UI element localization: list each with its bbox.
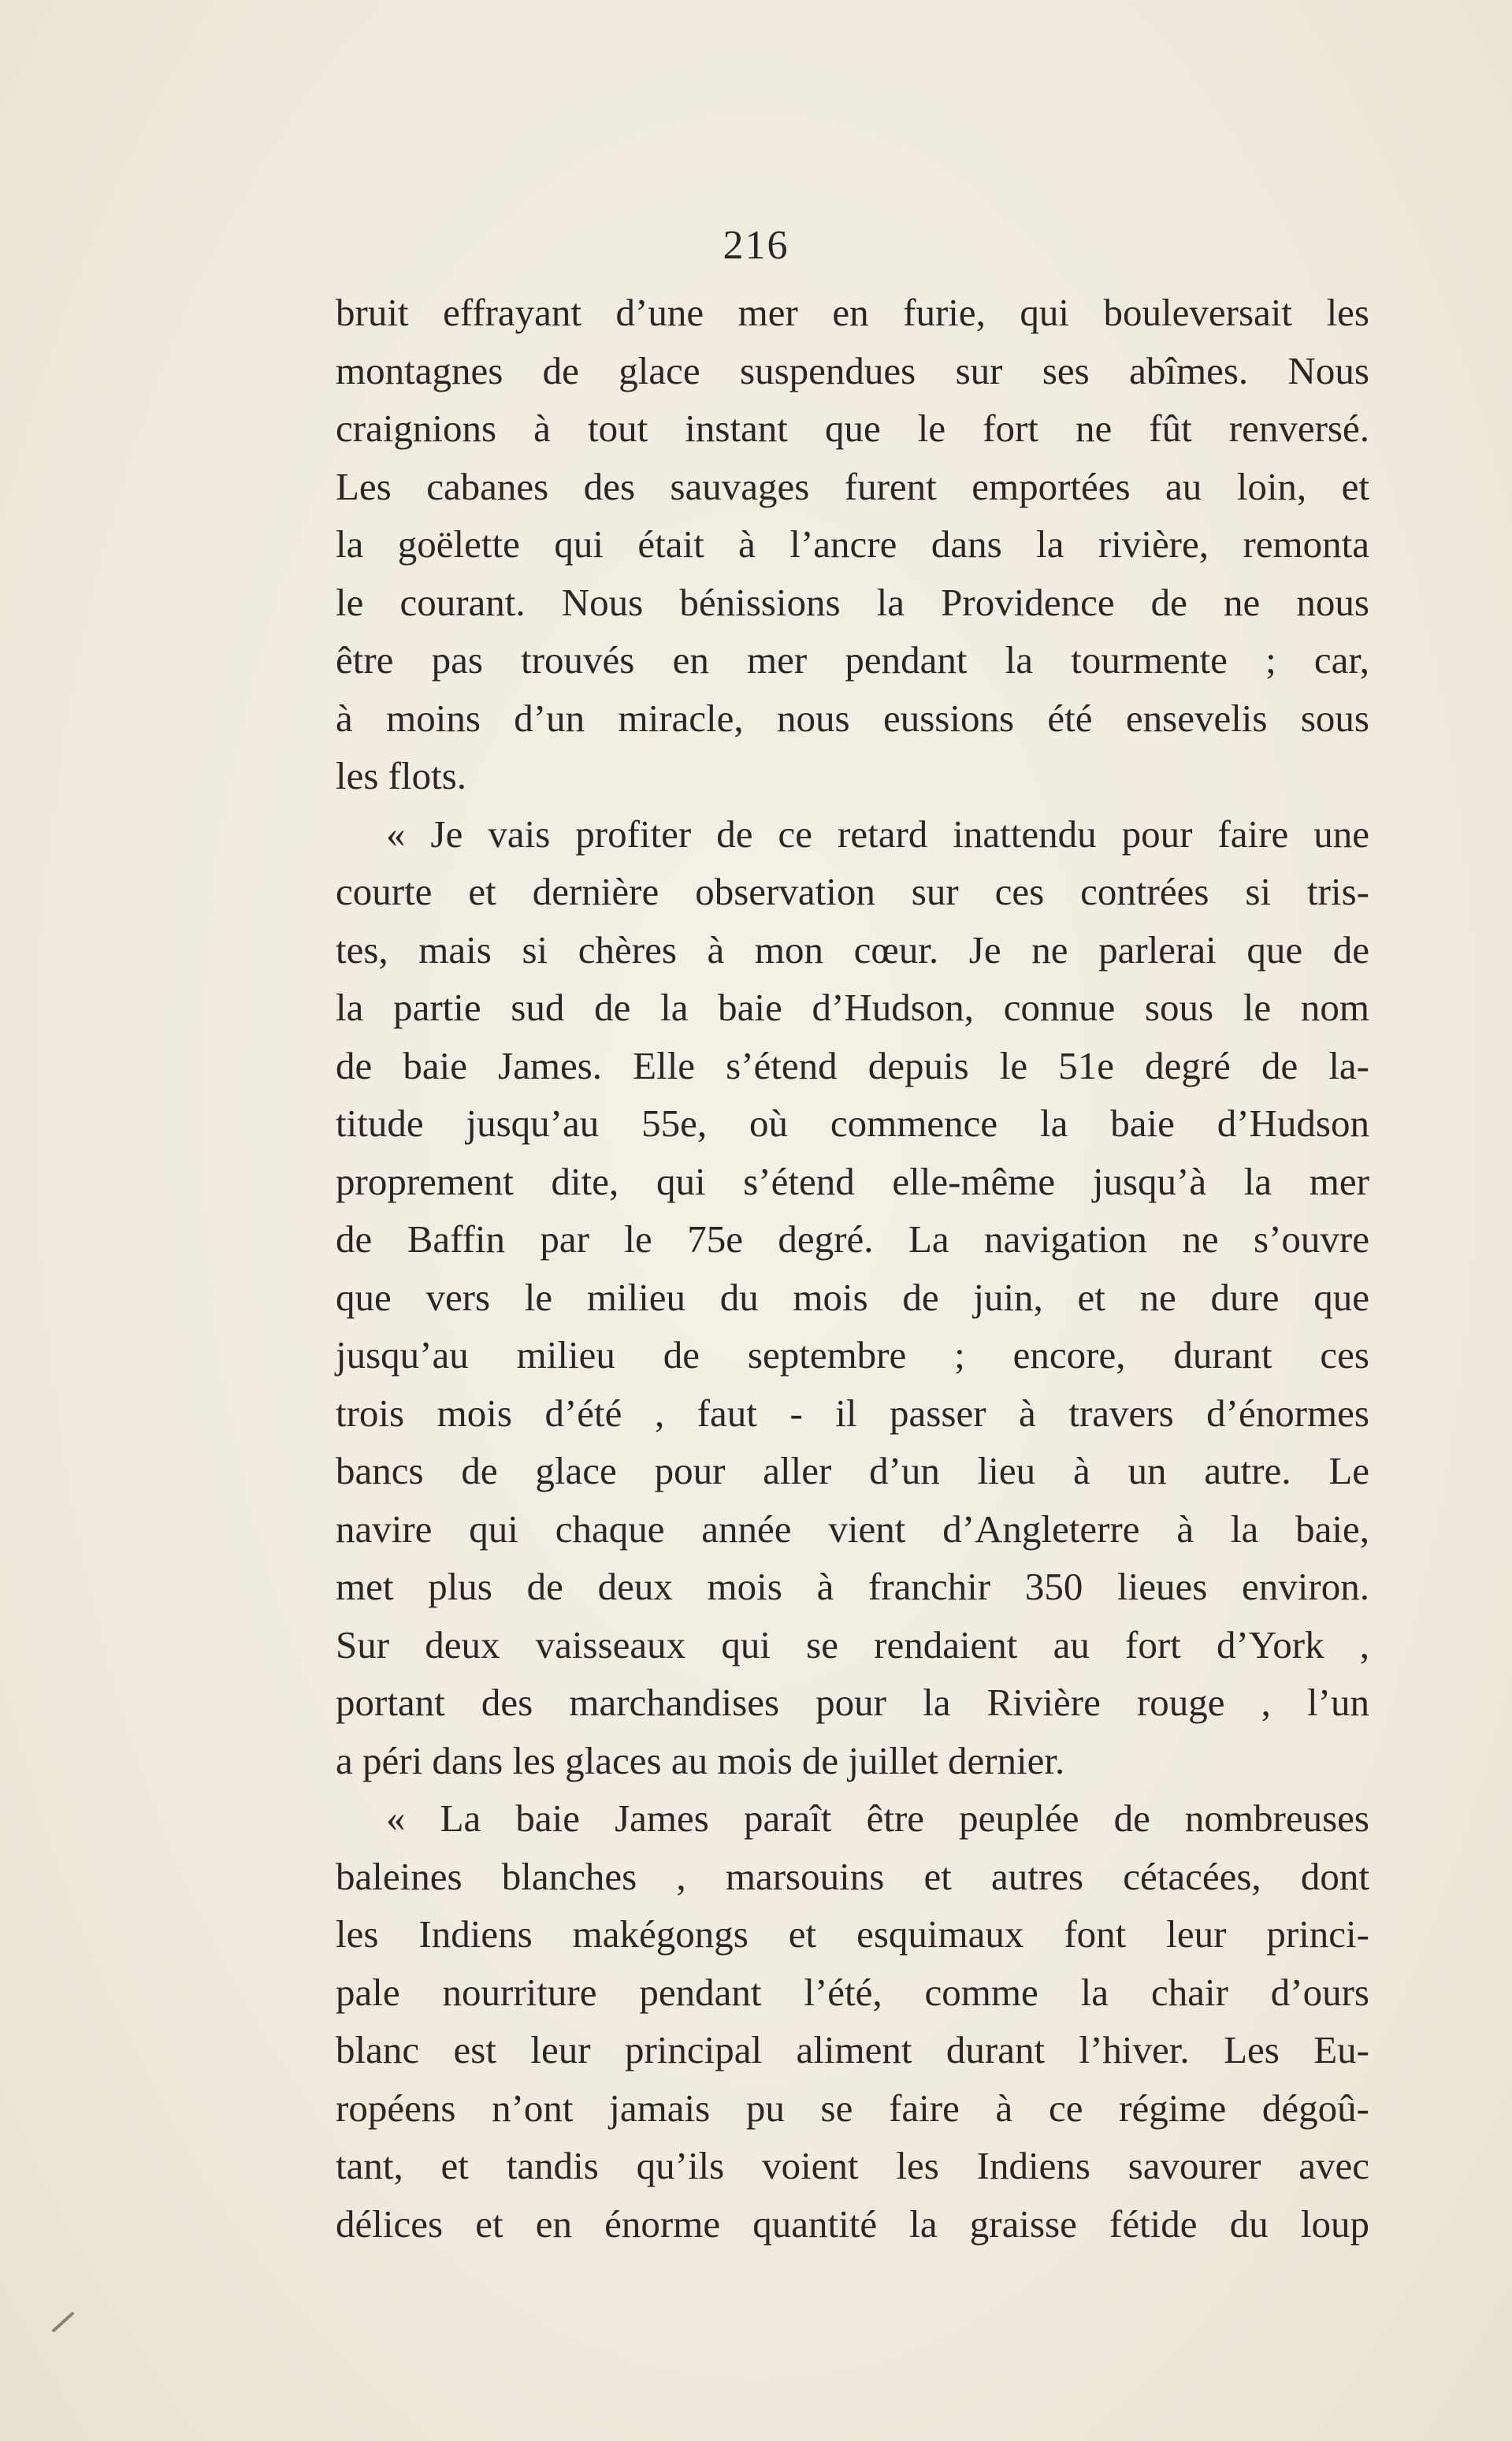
text-line: « La baie James paraît être peuplée de nombreuses [386,1796,1369,1840]
text-line: courte et dernière observation sur ces contrées si tris- [336,870,1369,913]
text-line: portant des marchandises pour la Rivière rouge , l’un [336,1681,1369,1724]
page-number: 216 [723,223,789,268]
text-line: bruit effrayant d’une mer en furie, qui bouleversait les [336,291,1369,334]
text-line: la goëlette qui était à l’ancre dans la rivière, remonta [336,522,1369,566]
text-line: proprement dite, qui s’étend elle-même jusqu’à la mer [336,1159,1369,1203]
text-line: être pas trouvés en mer pendant la tourmente ; car, [336,638,1369,682]
text-line: que vers le milieu du mois de juin, et ne dure que [336,1275,1369,1319]
text-line: délices et en énorme quantité la graisse fétide du loup [336,2201,1369,2246]
pencil-mark-icon [51,2311,74,2332]
text-line: craignions à tout instant que le fort ne fût renversé. [336,407,1369,450]
text-line: met plus de deux mois à franchir 350 lieues environ. [336,1565,1369,1608]
text-line: de baie James. Elle s’étend depuis le 51e degré de la- [336,1043,1369,1087]
text-line: a péri dans les glaces au mois de juillet dernier. [336,1738,1065,1782]
text-line: ropéens n’ont jamais pu se faire à ce régime dégoû- [336,2086,1369,2130]
text-line: navire qui chaque année vient d’Angleterre à la baie, [336,1507,1369,1551]
text-line: le courant. Nous bénissions la Providence de ne nous [336,580,1369,624]
text-line: Les cabanes des sauvages furent emportées au loin, et [336,464,1369,508]
text-line: montagnes de glace suspendues sur ses abîmes. Nous [336,348,1369,392]
text-line: « Je vais profiter de ce retard inattendu pour faire une [386,812,1369,856]
text-line: jusqu’au milieu de septembre ; encore, durant ces [336,1333,1369,1377]
text-line: la partie sud de la baie d’Hudson, connue sous le nom [336,986,1369,1029]
text-line: tant, et tandis qu’ils voient les Indiens savourer avec [336,2144,1369,2187]
text-line: baleines blanches , marsouins et autres cétacées, dont [336,1854,1369,1898]
body-text [336,284,1369,2253]
text-line: trois mois d’été , faut - il passer à travers d’énormes [336,1391,1369,1435]
text-line: pale nourriture pendant l’été, comme la chair d’ours [336,1970,1369,2014]
text-line: les Indiens makégongs et esquimaux font leur princi- [336,1912,1369,1956]
text-line: bancs de glace pour aller d’un lieu à un autre. Le [336,1449,1369,1492]
text-line: de Baffin par le 75e degré. La navigation ne s’ouvre [336,1217,1369,1261]
text-line: à moins d’un miracle, nous eussions été ensevelis sous [336,696,1369,740]
text-line: blanc est leur principal aliment durant l’hiver. Les Eu- [336,2028,1369,2071]
text-line: les flots. [336,754,467,797]
text-line: titude jusqu’au 55e, où commence la baie d’Hudson [336,1102,1369,1145]
text-line: Sur deux vaisseaux qui se rendaient au fort d’York , [336,1622,1369,1666]
text-line: tes, mais si chères à mon cœur. Je ne parlerai que de [336,927,1369,972]
